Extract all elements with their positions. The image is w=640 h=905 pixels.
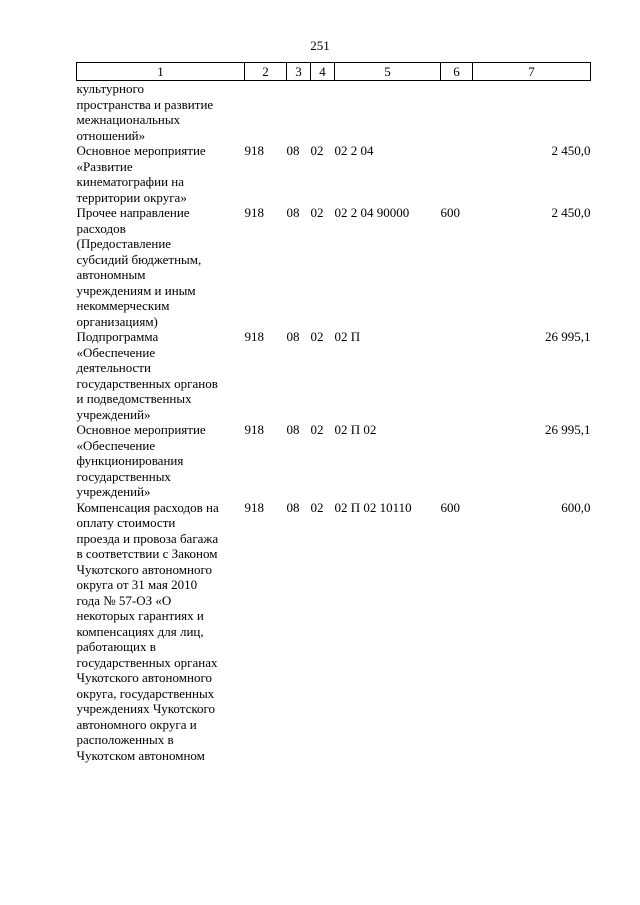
row-name-cell <box>77 143 245 205</box>
section-code-cell: 08 <box>286 143 300 158</box>
row-name-line: кинематографии на <box>76 174 184 189</box>
row-name-line: округа, государственных <box>76 685 215 701</box>
row-name-cell <box>77 81 245 144</box>
admin-code-cell: 918 <box>244 422 264 437</box>
amount-cell: 2 450,0 <box>551 205 591 220</box>
admin-code-cell <box>245 81 287 144</box>
row-name-line: территории округа» <box>76 189 187 205</box>
row-name-line: Компенсация расходов на <box>76 499 219 515</box>
row-name-line: (Предоставление <box>76 236 172 251</box>
row-name-line: некоторых гарантиях и <box>76 608 204 623</box>
row-name-line: «Обеспечение <box>76 344 156 360</box>
budget-table <box>76 62 591 763</box>
admin-code-cell: 918 <box>244 499 264 515</box>
row-name-line: государственных органах <box>76 654 218 670</box>
section-code-cell: 08 <box>286 329 300 344</box>
table-row <box>77 143 591 205</box>
row-name-line: «Развитие <box>76 158 133 174</box>
row-name-line: и подведомственных <box>76 391 192 406</box>
row-name-line: года № 57-ОЗ «О <box>76 592 172 608</box>
table-body <box>77 81 591 764</box>
row-name-line: расположенных в <box>76 732 174 747</box>
amount-cell: 26 995,1 <box>545 329 591 344</box>
admin-code-cell: 918 <box>244 143 264 158</box>
row-name-line: Прочее направление <box>76 205 190 220</box>
row-name-line: работающих в <box>76 639 156 654</box>
admin-code-cell: 918 <box>244 329 264 344</box>
row-name-line: субсидий бюджетным, <box>76 251 202 267</box>
row-name-line: автономным <box>76 267 146 282</box>
row-name-line: культурного <box>76 81 144 96</box>
expense-type-cell <box>441 143 473 205</box>
table-row <box>77 205 591 329</box>
expense-type-cell <box>441 329 473 422</box>
row-name-cell <box>77 329 245 422</box>
row-name-line: межнациональных <box>76 112 181 127</box>
amount-cell: 2 450,0 <box>551 143 591 158</box>
row-name-line: некоммерческим <box>76 298 170 313</box>
row-name-cell <box>77 500 245 764</box>
row-name-line: Основное мероприятие <box>76 422 206 437</box>
subsection-code-cell <box>311 81 335 144</box>
row-name-line: учреждениях Чукотского <box>76 701 216 716</box>
row-name-line: учреждений» <box>76 406 151 422</box>
expense-type-cell: 600 <box>440 205 460 220</box>
row-name-line: округа от 31 мая 2010 <box>76 577 198 592</box>
section-code-cell: 08 <box>286 205 300 220</box>
row-name-line: государственных органов <box>76 375 218 391</box>
row-name-line: Чукотского автономного <box>76 670 212 685</box>
column-header: 6 <box>441 63 473 81</box>
column-header: 1 <box>77 63 245 81</box>
subsection-code-cell: 02 <box>310 143 324 158</box>
row-name-line: Основное мероприятие <box>76 143 206 158</box>
row-name-line: оплату стоимости <box>76 515 176 530</box>
column-header: 3 <box>287 63 311 81</box>
target-article-cell: 02 2 04 <box>334 143 374 158</box>
row-name-line: отношений» <box>76 127 146 143</box>
table-header-row <box>77 63 591 81</box>
row-name-line: учреждениям и иным <box>76 282 196 298</box>
row-name-line: Подпрограмма <box>76 329 159 344</box>
subsection-code-cell: 02 <box>310 422 324 437</box>
table-row <box>77 422 591 500</box>
row-name-line: проезда и провоза багажа <box>76 530 219 546</box>
row-name-line: организациям) <box>76 313 158 329</box>
row-name-cell <box>77 422 245 500</box>
table-row <box>77 500 591 764</box>
section-code-cell: 08 <box>286 499 300 515</box>
target-article-cell: 02 2 04 90000 <box>334 205 410 220</box>
target-article-cell: 02 П 02 <box>334 422 377 437</box>
expense-type-cell: 600 <box>440 499 460 515</box>
subsection-code-cell: 02 <box>310 205 324 220</box>
row-name-line: учреждений» <box>76 484 151 499</box>
admin-code-cell: 918 <box>244 205 264 220</box>
target-article-cell: 02 П 02 10110 <box>334 499 412 515</box>
table-row <box>77 81 591 144</box>
row-name-cell <box>77 205 245 329</box>
column-header: 7 <box>473 63 591 81</box>
row-name-line: в соответствии с Законом <box>76 546 218 561</box>
column-header: 2 <box>245 63 287 81</box>
section-code-cell <box>287 81 311 144</box>
expense-type-cell <box>441 422 473 500</box>
row-name-line: автономного округа и <box>76 716 197 732</box>
row-name-line: «Обеспечение <box>76 437 156 453</box>
subsection-code-cell: 02 <box>310 499 324 515</box>
amount-cell <box>473 81 591 144</box>
row-name-line: функционирования <box>76 453 184 468</box>
row-name-line: Чукотском автономном <box>76 747 205 763</box>
row-name-line: государственных <box>76 468 171 484</box>
amount-cell: 26 995,1 <box>545 422 591 437</box>
table-row <box>77 329 591 422</box>
section-code-cell: 08 <box>286 422 300 437</box>
row-name-line: Чукотского автономного <box>76 561 212 577</box>
subsection-code-cell: 02 <box>310 329 324 344</box>
column-header: 4 <box>311 63 335 81</box>
page-number: 251 <box>310 38 330 53</box>
row-name-line: деятельности <box>76 360 151 375</box>
target-article-cell: 02 П <box>334 329 361 344</box>
row-name-line: расходов <box>76 220 126 236</box>
row-name-line: пространства и развитие <box>76 96 214 112</box>
amount-cell: 600,0 <box>561 499 591 515</box>
expense-type-cell <box>441 81 473 144</box>
column-header: 5 <box>335 63 441 81</box>
target-article-cell <box>335 81 441 144</box>
row-name-line: компенсациях для лиц, <box>76 623 204 639</box>
